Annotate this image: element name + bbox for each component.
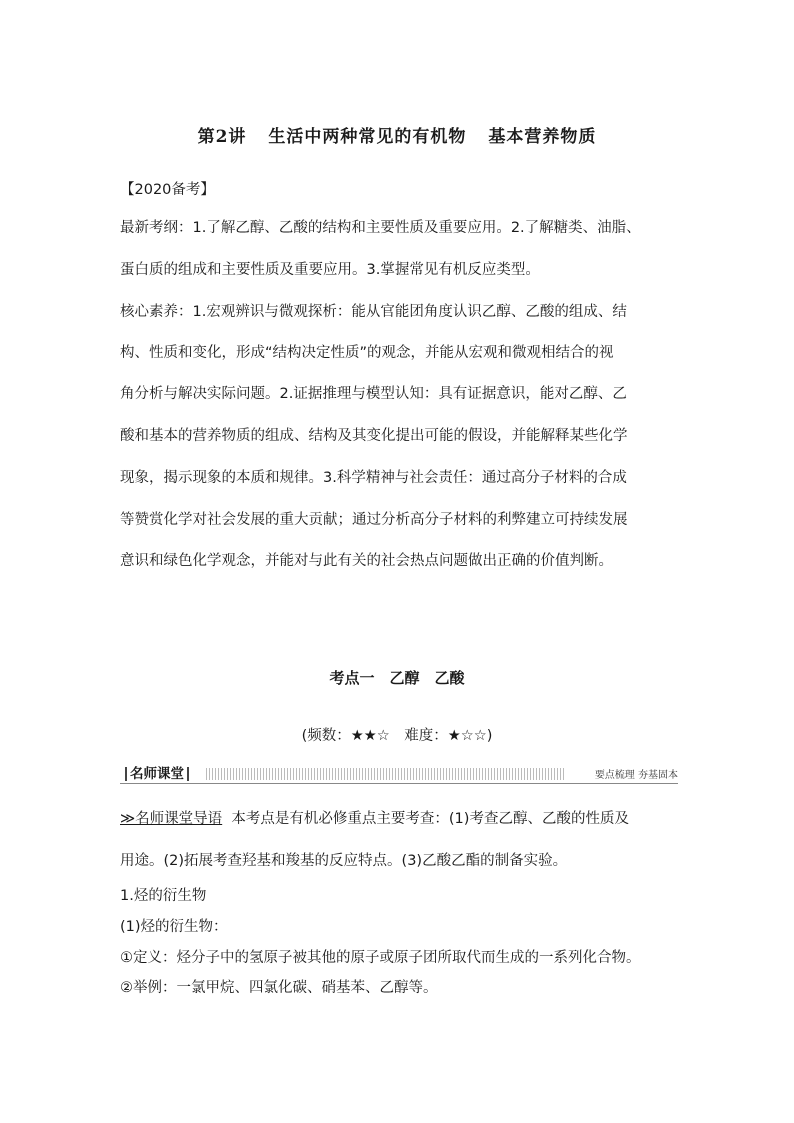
section-heading: 考点一 乙醇 乙酸 — [329, 669, 465, 687]
title-topic: 生活中两种常见的有机物 — [268, 127, 467, 147]
syllabus-line-1: 最新考纲：1.了解乙醇、乙酸的结构和主要性质及重要应用。2.了解糖类、油脂、 — [120, 220, 641, 236]
syllabus-label: 最新考纲： — [120, 220, 193, 236]
literacy-line-3: 角分析与解决实际问题。2.证据推理与模型认知：具有证据意识，能对乙醇、乙 — [120, 386, 627, 402]
title-subtopic: 基本营养物质 — [488, 127, 597, 147]
lecture-title — [0, 122, 794, 147]
literacy-line-2: 构、性质和变化，形成“结构决定性质”的观念，并能从宏观和微观相结合的视 — [120, 345, 614, 361]
intro-line-1: ≫名师课堂导语 本考点是有机必修重点主要考查：(1)考查乙醇、乙酸的性质及 — [120, 811, 629, 827]
intro-line-2: 用途。(2)拓展考查羟基和羧基的反应特点。(3)乙酸乙酯的制备实验。 — [120, 853, 568, 869]
item-heading: 1.烃的衍生物 — [120, 888, 207, 904]
literacy-line-1: 核心素养：1.宏观辨识与微观探析：能从官能团角度认识乙醇、乙酸的组成、结 — [120, 304, 627, 320]
banner-hatch — [206, 768, 566, 780]
teacher-class-banner — [120, 764, 678, 784]
literacy-line-6: 等赞赏化学对社会发展的重大贡献；通过分析高分子材料的利弊建立可持续发展 — [120, 512, 628, 528]
title-lecture-number: 第2讲 — [197, 127, 247, 147]
literacy-line-4: 酸和基本的营养物质的组成、结构及其变化提出可能的假设，并能解释某些化学 — [120, 428, 628, 444]
banner-subtitle: 要点梳理 夯基固本 — [594, 770, 678, 781]
syllabus-line-2: 蛋白质的组成和主要性质及重要应用。3.掌握常见有机反应类型。 — [120, 262, 540, 278]
subitem-heading: (1)烃的衍生物： — [120, 919, 228, 935]
banner-label: 名师课堂 — [120, 764, 194, 784]
intro-lead: ≫名师课堂导语 — [120, 811, 223, 827]
example-line: ②举例：一氯甲烷、四氯化碳、硝基苯、乙醇等。 — [120, 980, 438, 996]
literacy-line-7: 意识和绿色化学观念，并能对与此有关的社会热点问题做出正确的价值判断。 — [120, 553, 613, 569]
beikao-tag: 【2020备考】 — [120, 182, 215, 198]
definition-line: ①定义：烃分子中的氢原子被其他的原子或原子团所取代而生成的一系列化合物。 — [120, 950, 641, 966]
literacy-label: 核心素养： — [120, 304, 193, 320]
literacy-line-5: 现象，揭示现象的本质和规律。3.科学精神与社会责任：通过高分子材料的合成 — [120, 470, 627, 486]
section-stats: (频数：★★☆ 难度：★☆☆) — [301, 728, 493, 744]
banner-rule — [120, 783, 678, 784]
